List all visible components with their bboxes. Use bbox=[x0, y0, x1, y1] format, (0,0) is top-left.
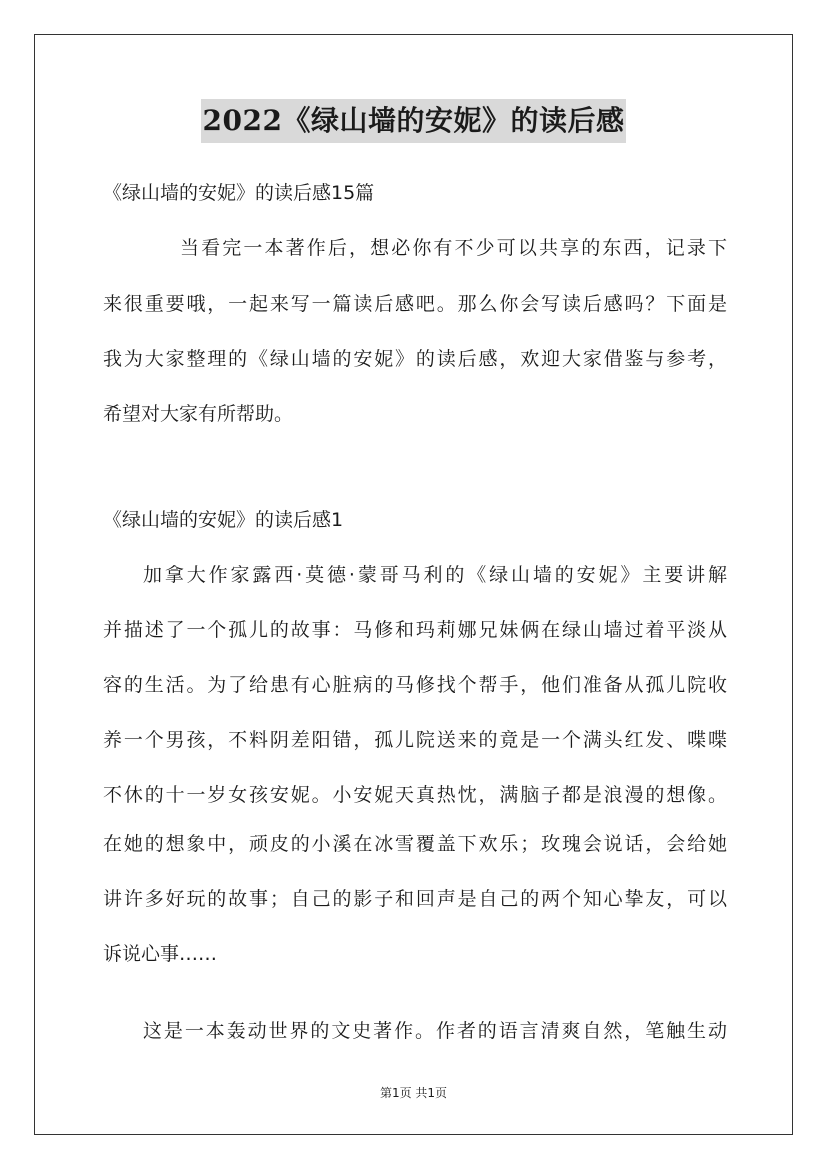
document-title-block bbox=[0, 99, 827, 143]
intro-line-4: 希望对大家有所帮助。 bbox=[103, 403, 294, 425]
intro-line-3: 我为大家整理的《绿山墙的安妮》的读后感，欢迎大家借鉴与参考， bbox=[103, 348, 727, 370]
body-line-6: 在她的想象中，顽皮的小溪在冰雪覆盖下欢乐；玫瑰会说话，会给她 bbox=[103, 833, 727, 855]
body-line-2: 并描述了一个孤儿的故事：马修和玛莉娜兄妹俩在绿山墙过着平淡从 bbox=[103, 619, 727, 641]
section-heading: 《绿山墙的安妮》的读后感1 bbox=[103, 509, 344, 531]
body-line-9: 这是一本轰动世界的文史著作。作者的语言清爽自然，笔触生动 bbox=[143, 1020, 727, 1042]
body-line-5: 不休的十一岁女孩安妮。小安妮天真热忱，满脑子都是浪漫的想像。 bbox=[103, 784, 727, 806]
body-line-3: 容的生活。为了给患有心脏病的马修找个帮手，他们准备从孤儿院收 bbox=[103, 674, 727, 696]
document-title: 2022《绿山墙的安妮》的读后感 bbox=[201, 99, 627, 143]
intro-line-2: 来很重要哦，一起来写一篇读后感吧。那么你会写读后感吗？下面是 bbox=[103, 293, 727, 315]
body-line-4: 养一个男孩，不料阴差阳错，孤儿院送来的竟是一个满头红发、喋喋 bbox=[103, 729, 727, 751]
body-line-1: 加拿大作家露西·莫德·蒙哥马利的《绿山墙的安妮》主要讲解 bbox=[143, 564, 727, 586]
page-footer: 第1页 共1页 bbox=[379, 1086, 448, 1100]
subtitle: 《绿山墙的安妮》的读后感15篇 bbox=[103, 182, 375, 204]
body-line-8: 诉说心事…… bbox=[103, 943, 218, 965]
body-line-7: 讲许多好玩的故事；自己的影子和回声是自己的两个知心挚友，可以 bbox=[103, 888, 727, 910]
intro-line-1: 当看完一本著作后，想必你有不少可以共享的东西，记录下 bbox=[180, 237, 727, 259]
